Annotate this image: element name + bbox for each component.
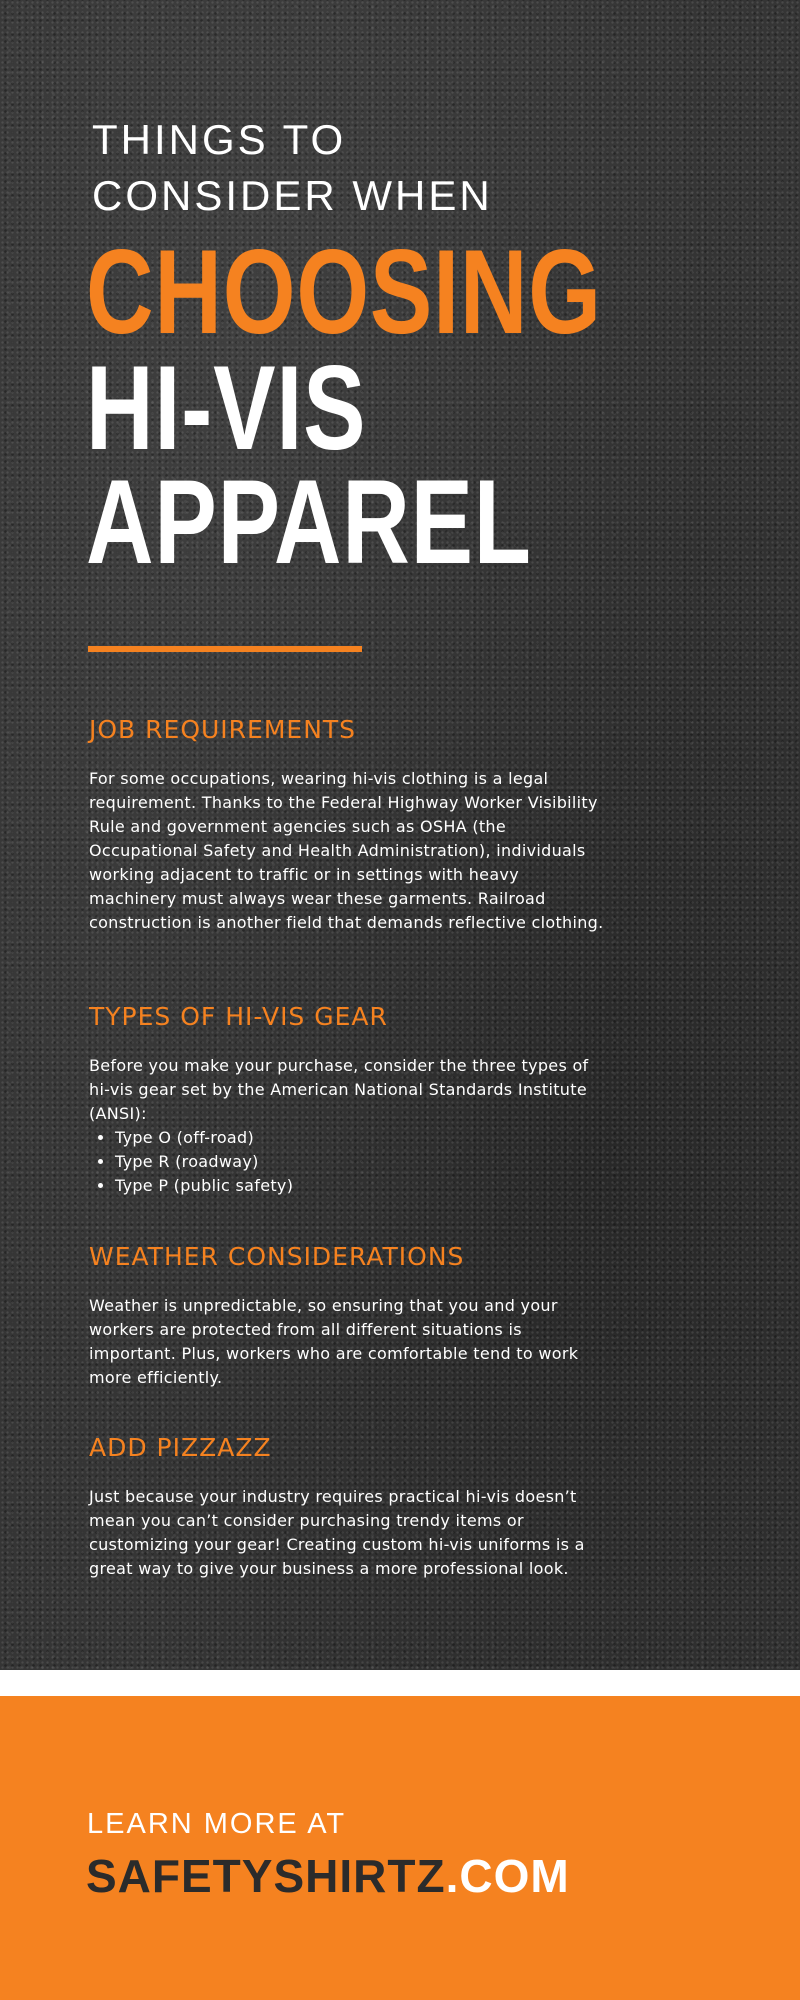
- list-item: • Type O (off-road): [115, 1126, 609, 1150]
- pre-title: [92, 112, 493, 224]
- section-add-pizzazz: [89, 1431, 609, 1581]
- section-types-of-gear: [89, 1000, 609, 1198]
- section-body: Weather is unpredictable, so ensuring that you and your workers are protected from all different situations is important. Plus, workers who are comfortable tend to work more efficiently.: [89, 1296, 579, 1387]
- section-body: Just because your industry requires practical hi-vis doesn’t mean you can’t consider purchasing trendy items or customizing your gear! Creating custom hi-vis uniforms is a great way to give your business a more professional look.: [89, 1487, 585, 1578]
- section-heading: TYPES OF HI-VIS GEAR: [89, 1002, 388, 1031]
- gear-type-list: [89, 1126, 609, 1198]
- title-line-choosing: CHOOSING: [86, 225, 602, 359]
- list-item: • Type R (roadway): [115, 1150, 609, 1174]
- title-line-hi-vis: HI-VIS: [86, 341, 367, 475]
- orange-divider: [88, 646, 362, 652]
- section-heading: WEATHER CONSIDERATIONS: [89, 1242, 465, 1271]
- footer-banner: [0, 1696, 800, 2000]
- section-job-requirements: [89, 713, 609, 935]
- site-tld: .COM: [445, 1850, 570, 1902]
- section-weather-considerations: [89, 1240, 609, 1390]
- pre-title-line: THINGS TO: [92, 116, 347, 163]
- section-heading: ADD PIZZAZZ: [89, 1433, 272, 1462]
- site-name: SAFETYSHIRTZ: [86, 1850, 446, 1902]
- title-line-apparel: APPAREL: [86, 455, 532, 589]
- section-heading: JOB REQUIREMENTS: [89, 715, 357, 744]
- list-item: • Type P (public safety): [115, 1174, 609, 1198]
- section-body: For some occupations, wearing hi-vis clothing is a legal requirement. Thanks to the Federal Highway Worker Visibility Rule and government agencies such as OSHA (the Occupational Safety and Health Administration), individuals working adjacent to traffic or in settings with heavy machinery must always wear these garments. Railroad construction is another field that demands reflective clothing.: [89, 769, 604, 932]
- pre-title-line: CONSIDER WHEN: [92, 172, 493, 219]
- learn-more-text: LEARN MORE AT: [87, 1808, 347, 1840]
- section-body: Before you make your purchase, consider the three types of hi-vis gear set by the American National Standards Institute (ANSI):: [89, 1056, 589, 1123]
- website-link[interactable]: [86, 1848, 570, 1904]
